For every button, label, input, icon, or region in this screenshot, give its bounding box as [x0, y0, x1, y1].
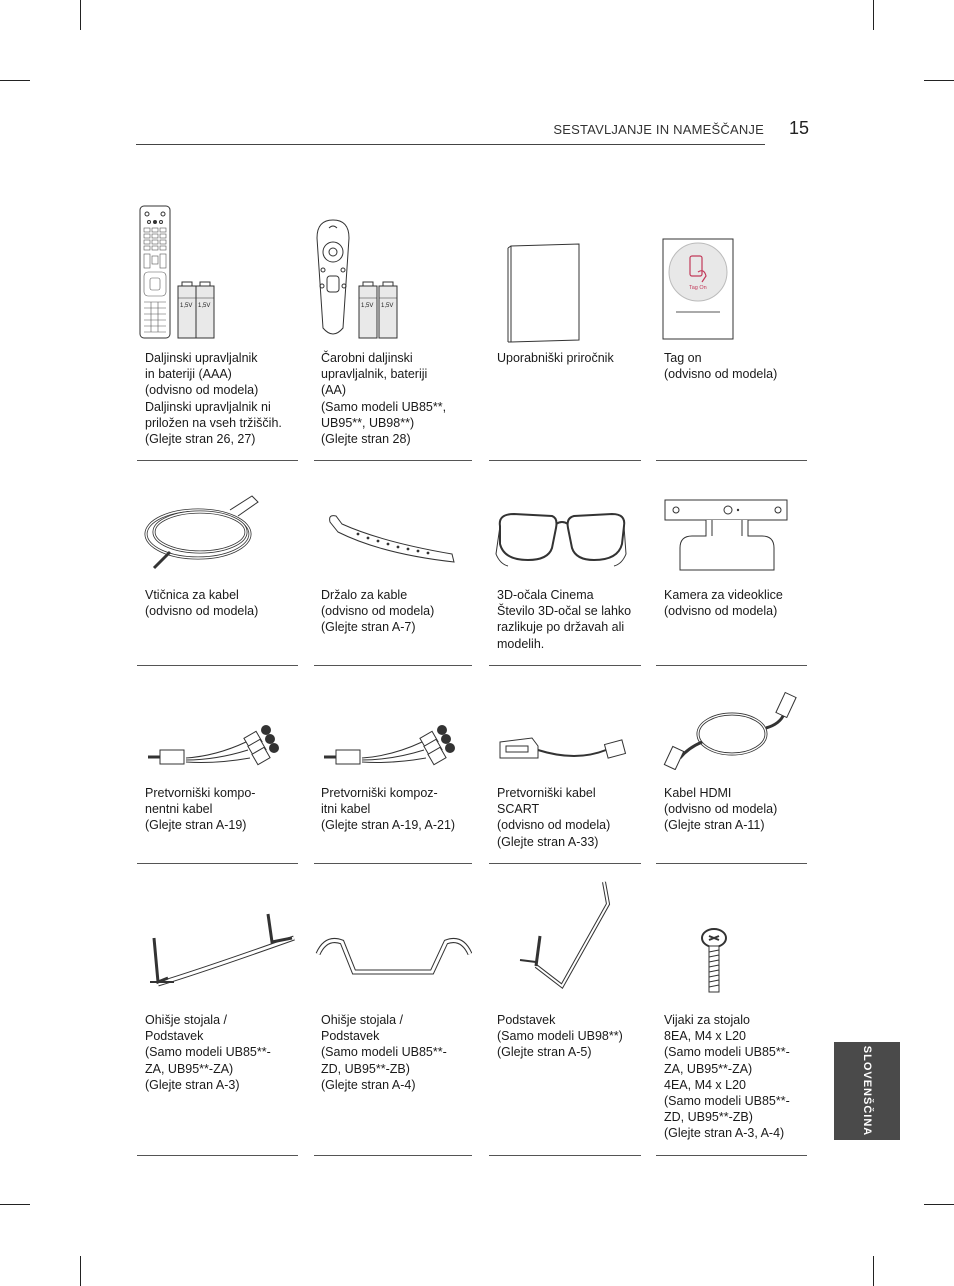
item-divider — [314, 665, 472, 666]
item-description-line: (odvisno od modela) — [497, 818, 611, 833]
item-title: Ohišje stojala / — [145, 1013, 227, 1027]
screw-icon — [698, 926, 730, 996]
item-description-line: ZD, UB95**-ZB) — [664, 1110, 753, 1125]
item-caption — [321, 1012, 447, 1093]
item-title: in bateriji (AAA) — [145, 367, 232, 382]
magic-remote-icon — [312, 218, 407, 344]
item-description-line: 8EA, M4 x L20 — [664, 1029, 746, 1044]
item-title: (AA) — [321, 383, 346, 398]
item-title: Daljinski upravljalnik — [145, 351, 258, 365]
item-caption — [321, 587, 434, 636]
item-title: itni kabel — [321, 802, 371, 817]
item-divider — [489, 1155, 641, 1156]
item-caption — [145, 1012, 271, 1093]
item-description-line: (Glejte stran 26, 27) — [145, 432, 256, 447]
language-tab — [834, 1042, 900, 1140]
item-description-line: ZA, UB95**-ZA) — [664, 1061, 753, 1076]
composite-cable-icon — [322, 712, 458, 770]
item-caption — [497, 1012, 623, 1061]
item-divider — [489, 863, 641, 864]
item-caption — [664, 785, 777, 834]
item-caption — [497, 350, 614, 366]
item-description-line: (Samo modeli UB85**, — [321, 399, 447, 414]
crop-mark — [80, 0, 81, 30]
item-caption — [664, 1012, 790, 1142]
crop-mark — [873, 1256, 874, 1286]
item-title: Pretvorniški kompoz- — [321, 786, 438, 800]
item-title: Pretvorniški kompo- — [145, 786, 256, 800]
item-divider — [137, 1155, 298, 1156]
battery-label: 1,5V — [361, 303, 374, 309]
item-title: Kabel HDMI — [664, 786, 732, 800]
item-caption — [664, 350, 777, 382]
item-description-line: (Samo modeli UB85**- — [664, 1045, 790, 1060]
item-title: nentni kabel — [145, 802, 213, 817]
item-title: SCART — [497, 802, 540, 817]
stand-ub98-icon — [514, 878, 620, 994]
item-description-line: ZD, UB95**-ZB) — [321, 1061, 410, 1076]
item-divider — [656, 863, 807, 864]
item-description-line: modelih. — [497, 636, 545, 651]
item-title: Vijaki za stojalo — [664, 1013, 750, 1027]
component-cable-icon — [146, 712, 282, 770]
page-number: 15 — [789, 118, 810, 138]
item-description-line: (odvisno od modela) — [321, 604, 435, 619]
stand-zd-icon — [314, 934, 472, 984]
battery-label: 1,5V — [198, 303, 211, 309]
item-caption — [145, 587, 258, 619]
remote-control-icon — [136, 200, 226, 345]
item-description-line: (Glejte stran A-4) — [321, 1077, 416, 1092]
item-divider — [137, 460, 298, 461]
crop-mark — [924, 80, 954, 81]
section-title: SESTAVLJANJE IN NAMEŠČANJE — [553, 122, 764, 137]
item-divider — [489, 665, 641, 666]
item-description-line: (Glejte stran A-3) — [145, 1077, 240, 1092]
item-caption — [497, 587, 631, 652]
item-title: Podstavek — [497, 1013, 556, 1027]
scart-cable-icon — [496, 728, 632, 772]
item-title: Držalo za kable — [321, 588, 408, 602]
item-caption — [497, 785, 610, 850]
item-divider — [314, 863, 472, 864]
item-description-line: (Glejte stran A-19, A-21) — [321, 818, 456, 833]
item-divider — [489, 460, 641, 461]
crop-mark — [80, 1256, 81, 1286]
item-title: upravljalnik, bateriji — [321, 367, 428, 382]
item-title: Podstavek — [321, 1029, 380, 1044]
item-description-line: (Samo modeli UB98**) — [497, 1029, 623, 1044]
item-divider — [314, 460, 472, 461]
crop-mark — [0, 1204, 30, 1205]
item-description-line: Daljinski upravljalnik ni — [145, 399, 271, 414]
item-description-line: razlikuje po državah ali — [497, 620, 625, 635]
battery-label: 1,5V — [381, 303, 394, 309]
3d-glasses-icon — [494, 504, 630, 572]
item-caption — [145, 785, 255, 834]
item-description-line: (Samo modeli UB85**- — [145, 1045, 271, 1060]
item-title: Tag on — [664, 351, 702, 365]
item-description-line: (odvisno od modela) — [664, 367, 778, 382]
item-title: Uporabniški priročnik — [497, 351, 614, 365]
item-description-line: (odvisno od modela) — [664, 604, 778, 619]
item-description-line: (Glejte stran A-33) — [497, 834, 599, 849]
item-divider — [137, 665, 298, 666]
item-description-line: (Glejte stran A-19) — [145, 818, 247, 833]
item-title: 3D-očala Cinema — [497, 588, 594, 602]
item-description-line: Število 3D-očal se lahko — [497, 604, 632, 619]
item-title: Podstavek — [145, 1029, 204, 1044]
crop-mark — [0, 80, 30, 81]
item-caption — [321, 350, 446, 447]
tag-on-icon — [660, 236, 738, 342]
item-divider — [656, 665, 807, 666]
manual-book-icon — [505, 240, 585, 345]
hdmi-cable-icon — [662, 686, 802, 770]
item-divider — [656, 1155, 807, 1156]
item-description-line: ZA, UB95**-ZA) — [145, 1061, 234, 1076]
item-title: Pretvorniški kabel — [497, 786, 596, 800]
item-caption — [321, 785, 455, 834]
item-divider — [137, 863, 298, 864]
crop-mark — [924, 1204, 954, 1205]
cable-coil-icon — [140, 488, 270, 573]
item-description-line: (Glejte stran A-5) — [497, 1045, 592, 1060]
item-description-line: (Glejte stran A-11) — [664, 818, 765, 833]
item-description-line: (odvisno od modela) — [145, 604, 259, 619]
tag-on-label: Tag On — [689, 285, 707, 291]
video-camera-icon — [662, 496, 792, 576]
item-description-line: UB95**, UB98**) — [321, 415, 415, 430]
item-description-line: (Samo modeli UB85**- — [664, 1094, 790, 1109]
item-description-line: (odvisno od modela) — [664, 802, 778, 817]
item-description-line: (Samo modeli UB85**- — [321, 1045, 447, 1060]
item-title: Vtičnica za kabel — [145, 588, 239, 602]
item-title: Ohišje stojala / — [321, 1013, 403, 1027]
item-description-line: (Glejte stran 28) — [321, 432, 411, 447]
item-description-line: (Glejte stran A-3, A-4) — [664, 1126, 785, 1141]
item-description-line: (odvisno od modela) — [145, 383, 259, 398]
language-tab-label: SLOVENŠČINA — [861, 1045, 873, 1137]
cable-holder-icon — [322, 508, 460, 568]
item-caption — [664, 587, 783, 619]
crop-mark — [873, 0, 874, 30]
battery-label: 1,5V — [180, 303, 193, 309]
item-divider — [656, 460, 807, 461]
item-description-line: (Glejte stran A-7) — [321, 620, 416, 635]
stand-za-icon — [144, 908, 300, 994]
item-description-line: 4EA, M4 x L20 — [664, 1077, 746, 1092]
header-divider — [136, 144, 765, 145]
item-caption — [145, 350, 282, 447]
item-divider — [314, 1155, 472, 1156]
item-title: Kamera za videoklice — [664, 588, 783, 602]
item-description-line: priložen na vseh tržiščih. — [145, 415, 282, 430]
item-title: Čarobni daljinski — [321, 351, 413, 365]
